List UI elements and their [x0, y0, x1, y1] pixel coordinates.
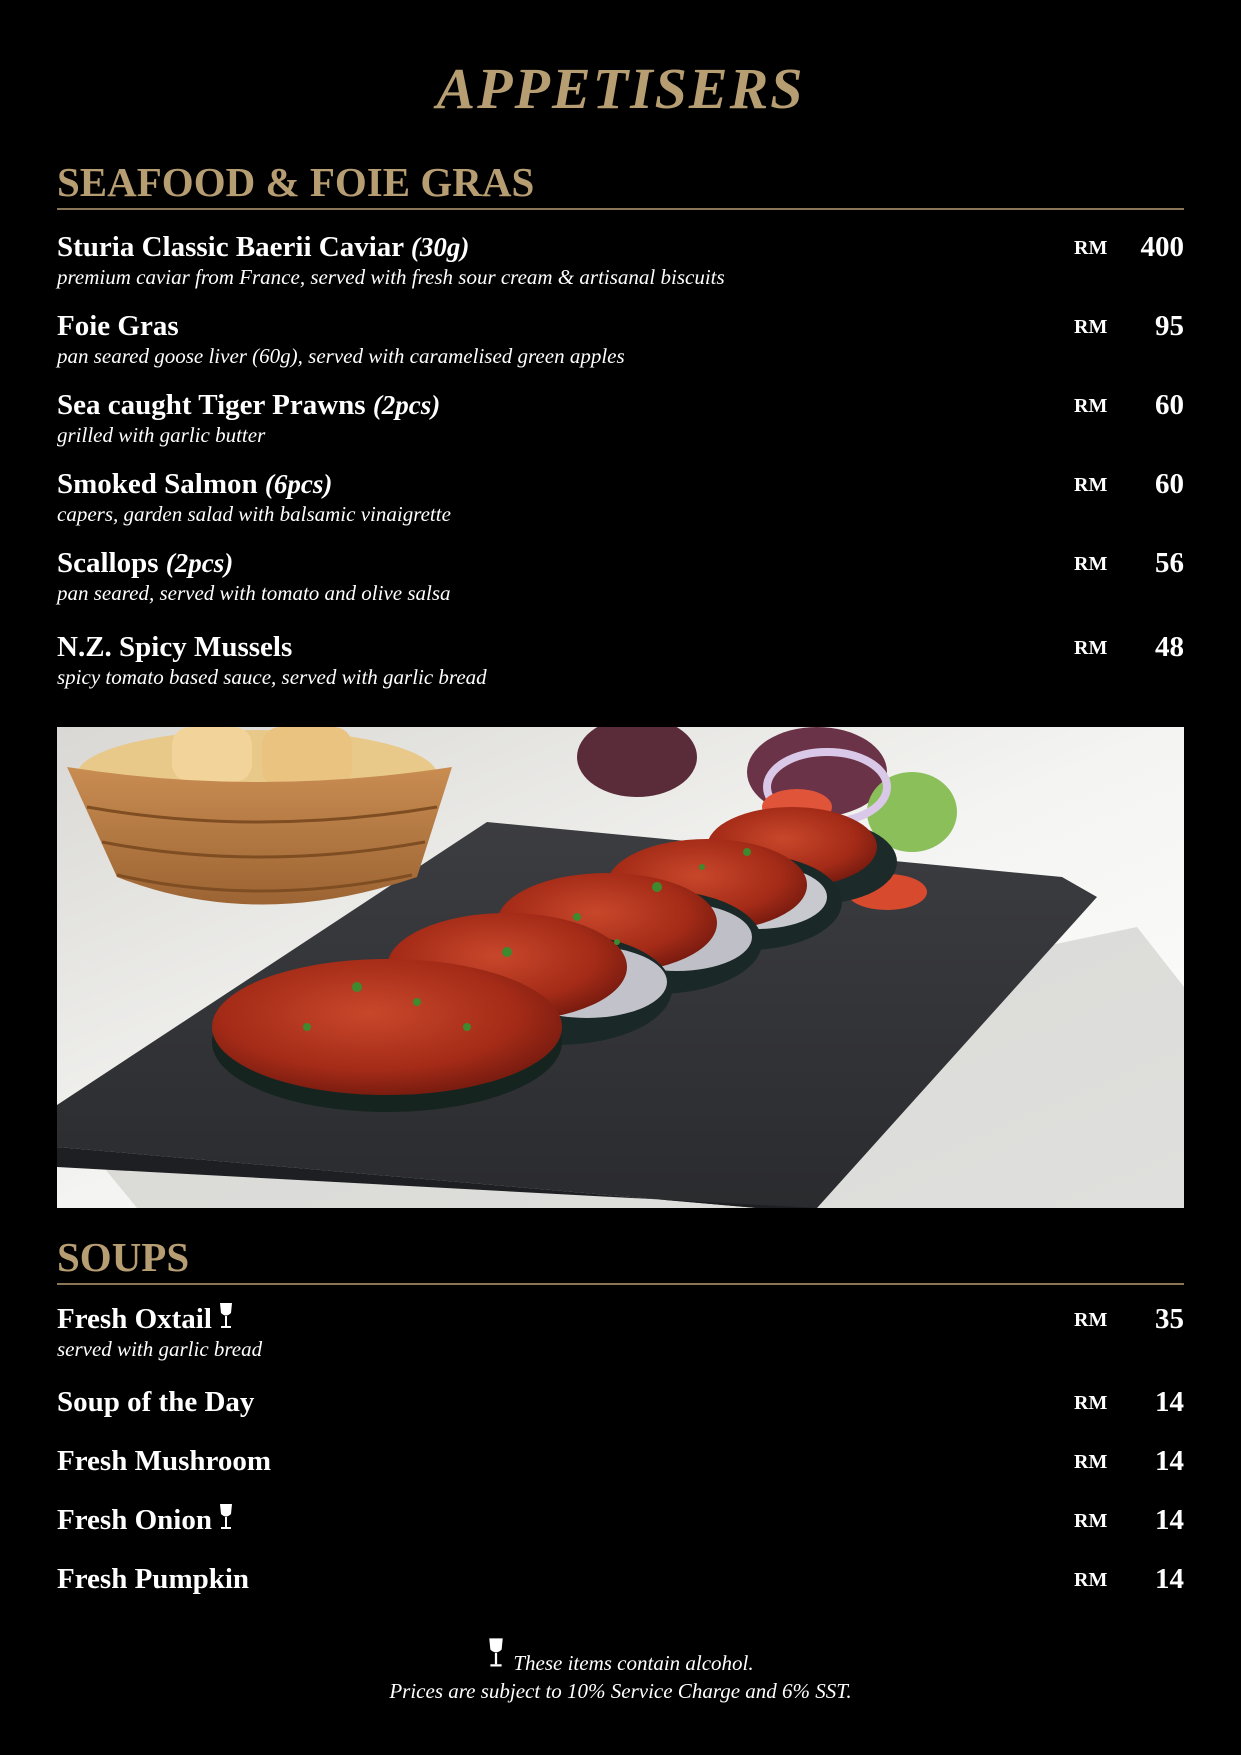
- price-amount: 56: [1155, 547, 1184, 579]
- item-price: [1074, 1503, 1184, 1537]
- price-amount: 14: [1155, 1386, 1184, 1418]
- item-price: [1074, 1385, 1184, 1419]
- item-price: [1074, 309, 1184, 343]
- item-description: pan seared, served with tomato and olive salsa: [57, 581, 451, 605]
- price-currency: RM: [1074, 474, 1108, 496]
- item-name: Soup of the Day: [57, 1386, 255, 1418]
- item-name: Fresh Pumpkin: [57, 1563, 250, 1595]
- menu-item: [57, 1302, 1184, 1385]
- item-name: Fresh Oxtail: [57, 1303, 212, 1335]
- item-price: [1074, 1562, 1184, 1596]
- item-quantity: (2pcs): [372, 390, 441, 420]
- price-currency: RM: [1074, 1451, 1108, 1473]
- price-amount: 35: [1155, 1303, 1184, 1335]
- item-description: premium caviar from France, served with fresh sour cream & artisanal biscuits: [57, 265, 725, 289]
- price-currency: RM: [1074, 1309, 1108, 1331]
- menu-item: [57, 467, 1184, 546]
- section-heading-seafood: SEAFOOD & FOIE GRAS: [57, 160, 1184, 210]
- price-currency: RM: [1074, 1569, 1108, 1591]
- price-amount: 60: [1155, 389, 1184, 421]
- item-description: pan seared goose liver (60g), served with caramelised green apples: [57, 344, 625, 368]
- price-amount: 95: [1155, 310, 1184, 342]
- item-description: spicy tomato based sauce, served with garlic bread: [57, 665, 487, 689]
- menu-item: [57, 546, 1184, 625]
- price-currency: RM: [1074, 637, 1108, 659]
- item-description: served with garlic bread: [57, 1337, 263, 1361]
- price-currency: RM: [1074, 237, 1108, 259]
- footer-notes: [0, 1636, 1241, 1705]
- seafood-item-list: [57, 230, 1184, 709]
- item-quantity: (6pcs): [264, 469, 333, 499]
- price-amount: 14: [1155, 1445, 1184, 1477]
- item-price: [1074, 630, 1184, 664]
- wine-glass-icon: [218, 1302, 234, 1330]
- price-amount: 48: [1155, 631, 1184, 663]
- item-quantity: (2pcs): [165, 548, 234, 578]
- item-price: [1074, 388, 1184, 422]
- item-name: Sturia Classic Baerii Caviar: [57, 231, 404, 263]
- item-name: Smoked Salmon: [57, 468, 258, 500]
- price-currency: RM: [1074, 1392, 1108, 1414]
- price-currency: RM: [1074, 395, 1108, 417]
- alcohol-note: These items contain alcohol.: [513, 1651, 754, 1675]
- price-amount: 14: [1155, 1563, 1184, 1595]
- item-quantity: (30g): [410, 232, 470, 262]
- price-amount: 400: [1140, 231, 1184, 263]
- menu-item: [57, 630, 1184, 709]
- price-amount: 14: [1155, 1504, 1184, 1536]
- item-price: [1074, 1302, 1184, 1336]
- item-price: [1074, 467, 1184, 501]
- item-name: Scallops: [57, 547, 159, 579]
- price-currency: RM: [1074, 553, 1108, 575]
- item-description: grilled with garlic butter: [57, 423, 266, 447]
- alcohol-note-line: [0, 1636, 1241, 1677]
- wine-glass-icon: [487, 1636, 505, 1670]
- menu-item: [57, 1562, 1184, 1621]
- menu-item: [57, 309, 1184, 388]
- page-title: APPETISERS: [436, 56, 805, 121]
- soups-item-list: [57, 1302, 1184, 1621]
- food-photo-mussels: [57, 727, 1184, 1208]
- item-price: [1074, 546, 1184, 580]
- soups-section: [57, 1235, 1184, 1621]
- section-heading-soups: SOUPS: [57, 1235, 1184, 1285]
- item-name: Fresh Mushroom: [57, 1445, 272, 1477]
- menu-item: [57, 388, 1184, 467]
- item-price: [1074, 230, 1184, 264]
- price-amount: 60: [1155, 468, 1184, 500]
- item-name: Sea caught Tiger Prawns: [57, 389, 366, 421]
- price-currency: RM: [1074, 1510, 1108, 1532]
- price-currency: RM: [1074, 316, 1108, 338]
- menu-item: [57, 1503, 1184, 1562]
- menu-item: [57, 1385, 1184, 1444]
- wine-glass-icon: [218, 1503, 234, 1531]
- item-name: Foie Gras: [57, 310, 179, 342]
- menu-item: [57, 230, 1184, 309]
- menu-item: [57, 1444, 1184, 1503]
- seafood-section: [57, 160, 1184, 709]
- item-price: [1074, 1444, 1184, 1478]
- item-name: Fresh Onion: [57, 1504, 212, 1536]
- charges-note: Prices are subject to 10% Service Charge and 6% SST.: [389, 1679, 852, 1703]
- item-name: N.Z. Spicy Mussels: [57, 631, 293, 663]
- item-description: capers, garden salad with balsamic vinaigrette: [57, 502, 451, 526]
